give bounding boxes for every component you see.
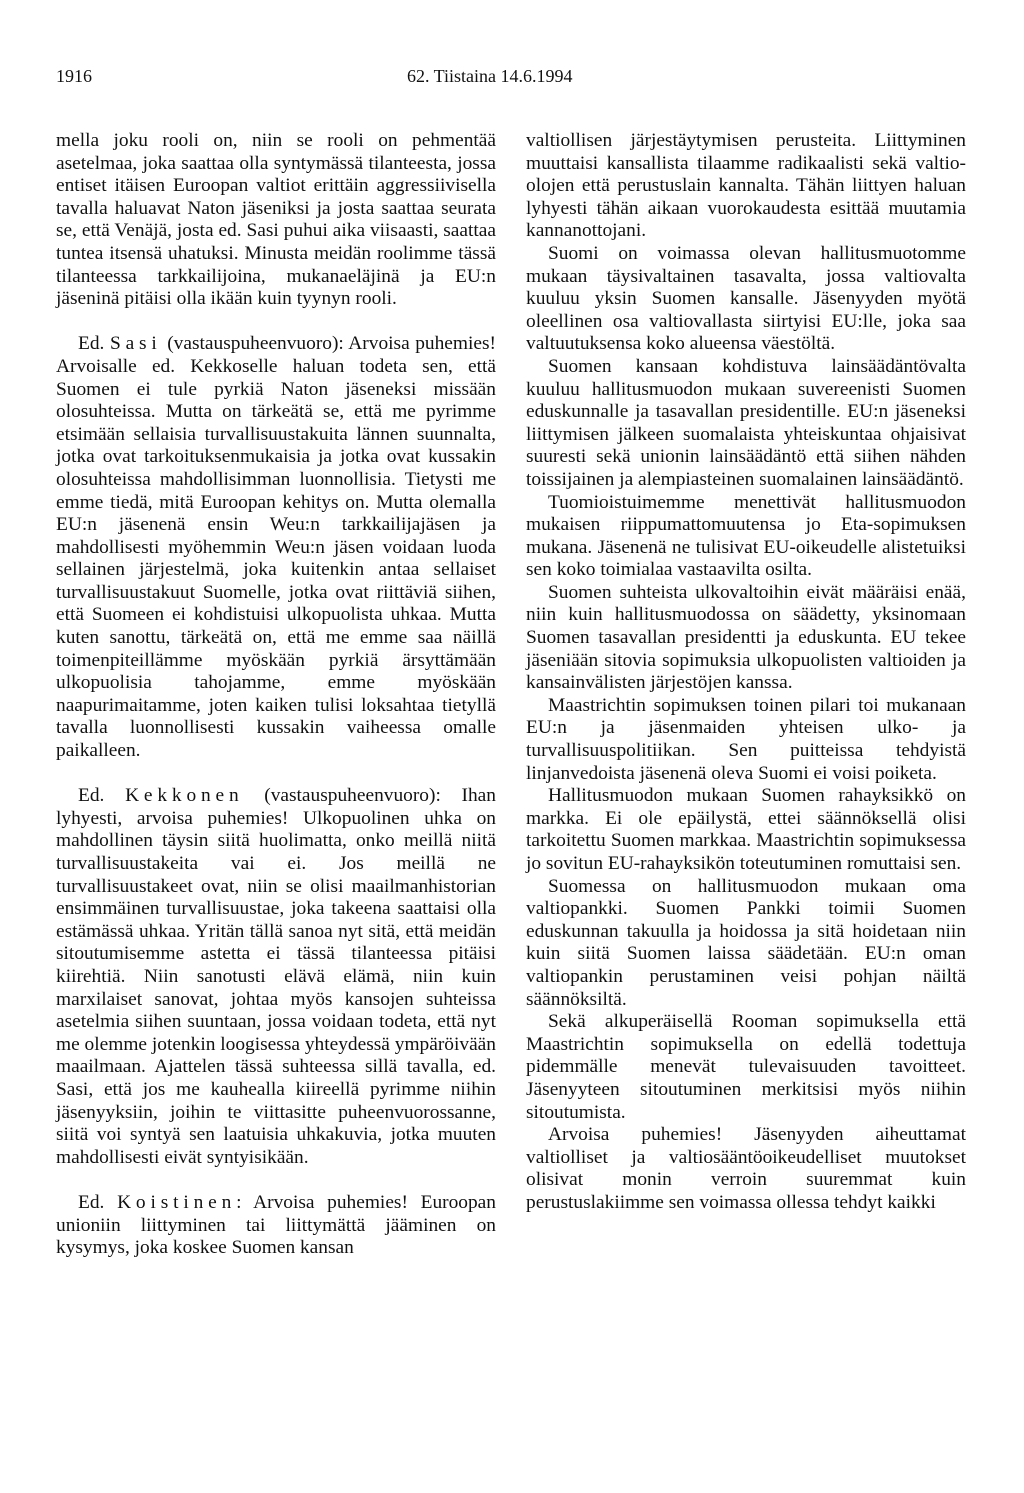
paragraph: Arvoisa puhemies! Jäsenyyden aiheuttamat valtiolliset ja valtiosääntöoikeudelliset muutokset olisivat monin verroin suuremmat kuin perustuslakiimme sen voimassa ollessa tehdyt kaikki <box>526 1124 966 1213</box>
speaker-prefix: Ed. <box>78 785 126 807</box>
paragraph: valtiollisen järjestäytymisen perusteita. Liittyminen muuttaisi kansallista tilaamme radikaalisti sekä valtio-olojen että perustuslain kannalta. Tähän liittyen haluan lyhyesti tähän aikaan vuorokaudesta esittää muutamia kannanottojani. <box>526 130 966 242</box>
right-column <box>526 130 966 1215</box>
session-header: 62. Tiistaina 14.6.1994 <box>407 66 573 86</box>
paragraph: Suomi on voimassa olevan hallitusmuotomme mukaan täysivaltainen tasavalta, jossa valtiovalta kuuluu yksin Suomen kansalle. Jäsenyyden myötä oleellinen osa valtiovallasta siirtyisi EU:lle, joka saa valtuutuksensa koko alueensa väestöltä. <box>526 242 966 355</box>
paragraph: Maastrichtin sopimuksen toinen pilari toi mukanaan EU:n ja jäsenmaiden yhteisen ulko- ja turvallisuuspolitiikan. Sen puitteissa tehdyistä linjanvedoista jäsenenä oleva Suomi ei voisi poiketa. <box>526 694 966 784</box>
paragraph: Sekä alkuperäisellä Rooman sopimuksella että Maastrichtin sopimuksella on edellä todettuja pidemmälle menevät tulevaisuuden tavoitteet. Jäsenyyteen sitoutuminen merkitsisi myös niihin sitoutumista. <box>526 1011 966 1123</box>
speech-text-sasi: (vastauspuheenvuoro): Arvoisa puhemies! Arvoisalle ed. Kekkoselle haluan todeta sen, että Suomen ei tule pyrkiä Naton jäseneksi missään olosuhteissa. Mutta on tärkeätä se, että me pyrimme etsimään sellaisia turvallisuustakuita lännen suunnalta, jotka ovat tarkoituksenmukaisia ja jotka ovat kussakin olosuhteissa mahdollisimman luonnollisia. Tietysti me emme tiedä, mitä Euroopan kehitys on. Mutta olemalla EU:n jäsenenä ensin Weu:n tarkkailijajäsen ja mahdollisesti myöhemmin Weu:n jäsen voidaan luoda sellainen järjestelmä, joka kuitenkin antaa sellaiset turvallisuustakuut Suomelle, jotka ovat riittäviä siihen, että Suomeen ei kohdistuisi ulkopuolista uhkaa. Mutta kuten sanottu, tärkeätä on, että me emme saa näillä toimenpiteillämme myöskään pyrkiä ärsyttämään ulkopuolisia tahojamme, emme myöskään naapurimaitamme, joten kaiken tulisi loksahtaa tietyllä tavalla luonnollisesti kussakin vaiheessa omalle paikalleen. <box>56 333 496 762</box>
paragraph: Suomessa on hallitusmuodon mukaan oma valtiopankki. Suomen Pankki toimii Suomen eduskunnan takuulla ja hoidossa ja sitä hoidetaan niin kuin siitä Suomen laissa säädetään. EU:n oman valtiopankin perustaminen veisi pohjan näiltä säännöksiltä. <box>526 875 966 1010</box>
left-column <box>56 130 496 1260</box>
speaker-name-koistinen: Koistinen <box>117 1191 237 1213</box>
paragraph: Tuomioistuimemme menettivät hallitusmuodon mukaisen riippumattomuutensa jo Eta-sopimuksen mukana. Jäsenenä ne tulisivat EU-oikeudelle alistetuiksi sen koko toimialaa vastaavilta osilta. <box>526 491 966 581</box>
paragraph: Suomen suhteista ulkovaltoihin eivät määräisi enää, niin kuin hallitusmuodossa on säädetty, yksinomaan Suomen tasavallan presidentti ja eduskunta. EU tekee jäseniään sitovia sopimuksia ulkopuolisten valtioiden ja kansainvälisten järjestöjen kanssa. <box>526 581 966 694</box>
speech-koistinen <box>56 1192 496 1260</box>
page-number: 1916 <box>56 66 92 86</box>
speaker-prefix: Ed. <box>78 1191 118 1213</box>
speech-text-kekkonen: (vastauspuheenvuoro): Ihan lyhyesti, arvoisa puhemies! Ulkopuolinen uhka on mahdollinen täysin siitä huolimatta, onko meillä niitä turvallisuustakeita vai ei. Jos meillä ne turvallisuustakeet ovat, niin se olisi maailmanhistorian ensimmäinen turvallisuustae, joka takeena saattaisi olla estämässä uhkaa. Yritän tällä sanoa nyt sitä, että meidän sitoutumisemme astetta ei tässä tilanteessa pitäisi kiirehtiä. Niin sanotusti elävä elämä, niin kuin marxilaiset sanovat, johtaa myös kansojen suhteissa asetelmia siihen suuntaan, jossa voidaan todeta, että nyt me olemme jotenkin loogisessa yhteydessä ympäröivään maailmaan. Ajattelen tässä suhteessa sillä tavalla, ed. Sasi, että jos me kauhealla kiireellä pyrimme niihin jäsenyyksiin, joihin te viittasitte puheenvuorossanne, siitä voi syntyä sen laatuisia uhkakuvia, jotka muuten mahdollisesti eivät syntyisikään. <box>56 785 496 1168</box>
speaker-name-sasi: Sasi <box>109 333 162 355</box>
paragraph-continuation: mella joku rooli on, niin se rooli on pehmentää asetelmaa, joka saattaa olla syntymässä tilanteesta, jossa entiset itäisen Euroopan valtiot erittäin aggressiivisella tavalla haluavat Naton jäseniksi ja josta saattaa seurata se, että Venäjä, josta ed. Sasi puhui aika viisaasti, saattaa tuntea itsensä uhatuksi. Minusta meidän roolimme tässä tilanteessa tarkkailijoina, mukanaeläjinä ja EU:n jäseninä pitäisi olla ikään kuin tyynyn rooli. <box>56 130 496 310</box>
speaker-prefix: Ed. <box>78 333 110 355</box>
speech-text-koistinen: : Arvoisa puhemies! Euroopan unioniin liittyminen tai liittymättä jääminen on kysymys, joka koskee Suomen kansan <box>56 1191 496 1259</box>
paragraph: Suomen kansaan kohdistuva lainsäädäntövalta kuuluu hallitusmuodon mukaan suvereenisti Suomen eduskunnalle ja tasavallan presidentille. EU:n jäseneksi liittymisen jälkeen suomalaista yhteiskuntaa ohjaisivat suuresti sekä unionin lainsäädäntö että siihen nähden toissijainen ja alempiasteinen suomalainen lainsäädäntö. <box>526 355 966 490</box>
speech-kekkonen <box>56 785 496 1169</box>
speaker-name-kekkonen: Kekkonen <box>125 785 244 807</box>
speech-sasi <box>56 333 496 762</box>
paragraph: Hallitusmuodon mukaan Suomen rahayksikkö on markka. Ei ole epäilystä, ettei säännöksellä olisi tarkoitettu Suomen markkaa. Maastrichtin sopimuksessa jo sovitun EU-rahayksikön toteutuminen romuttaisi sen. <box>526 785 966 874</box>
